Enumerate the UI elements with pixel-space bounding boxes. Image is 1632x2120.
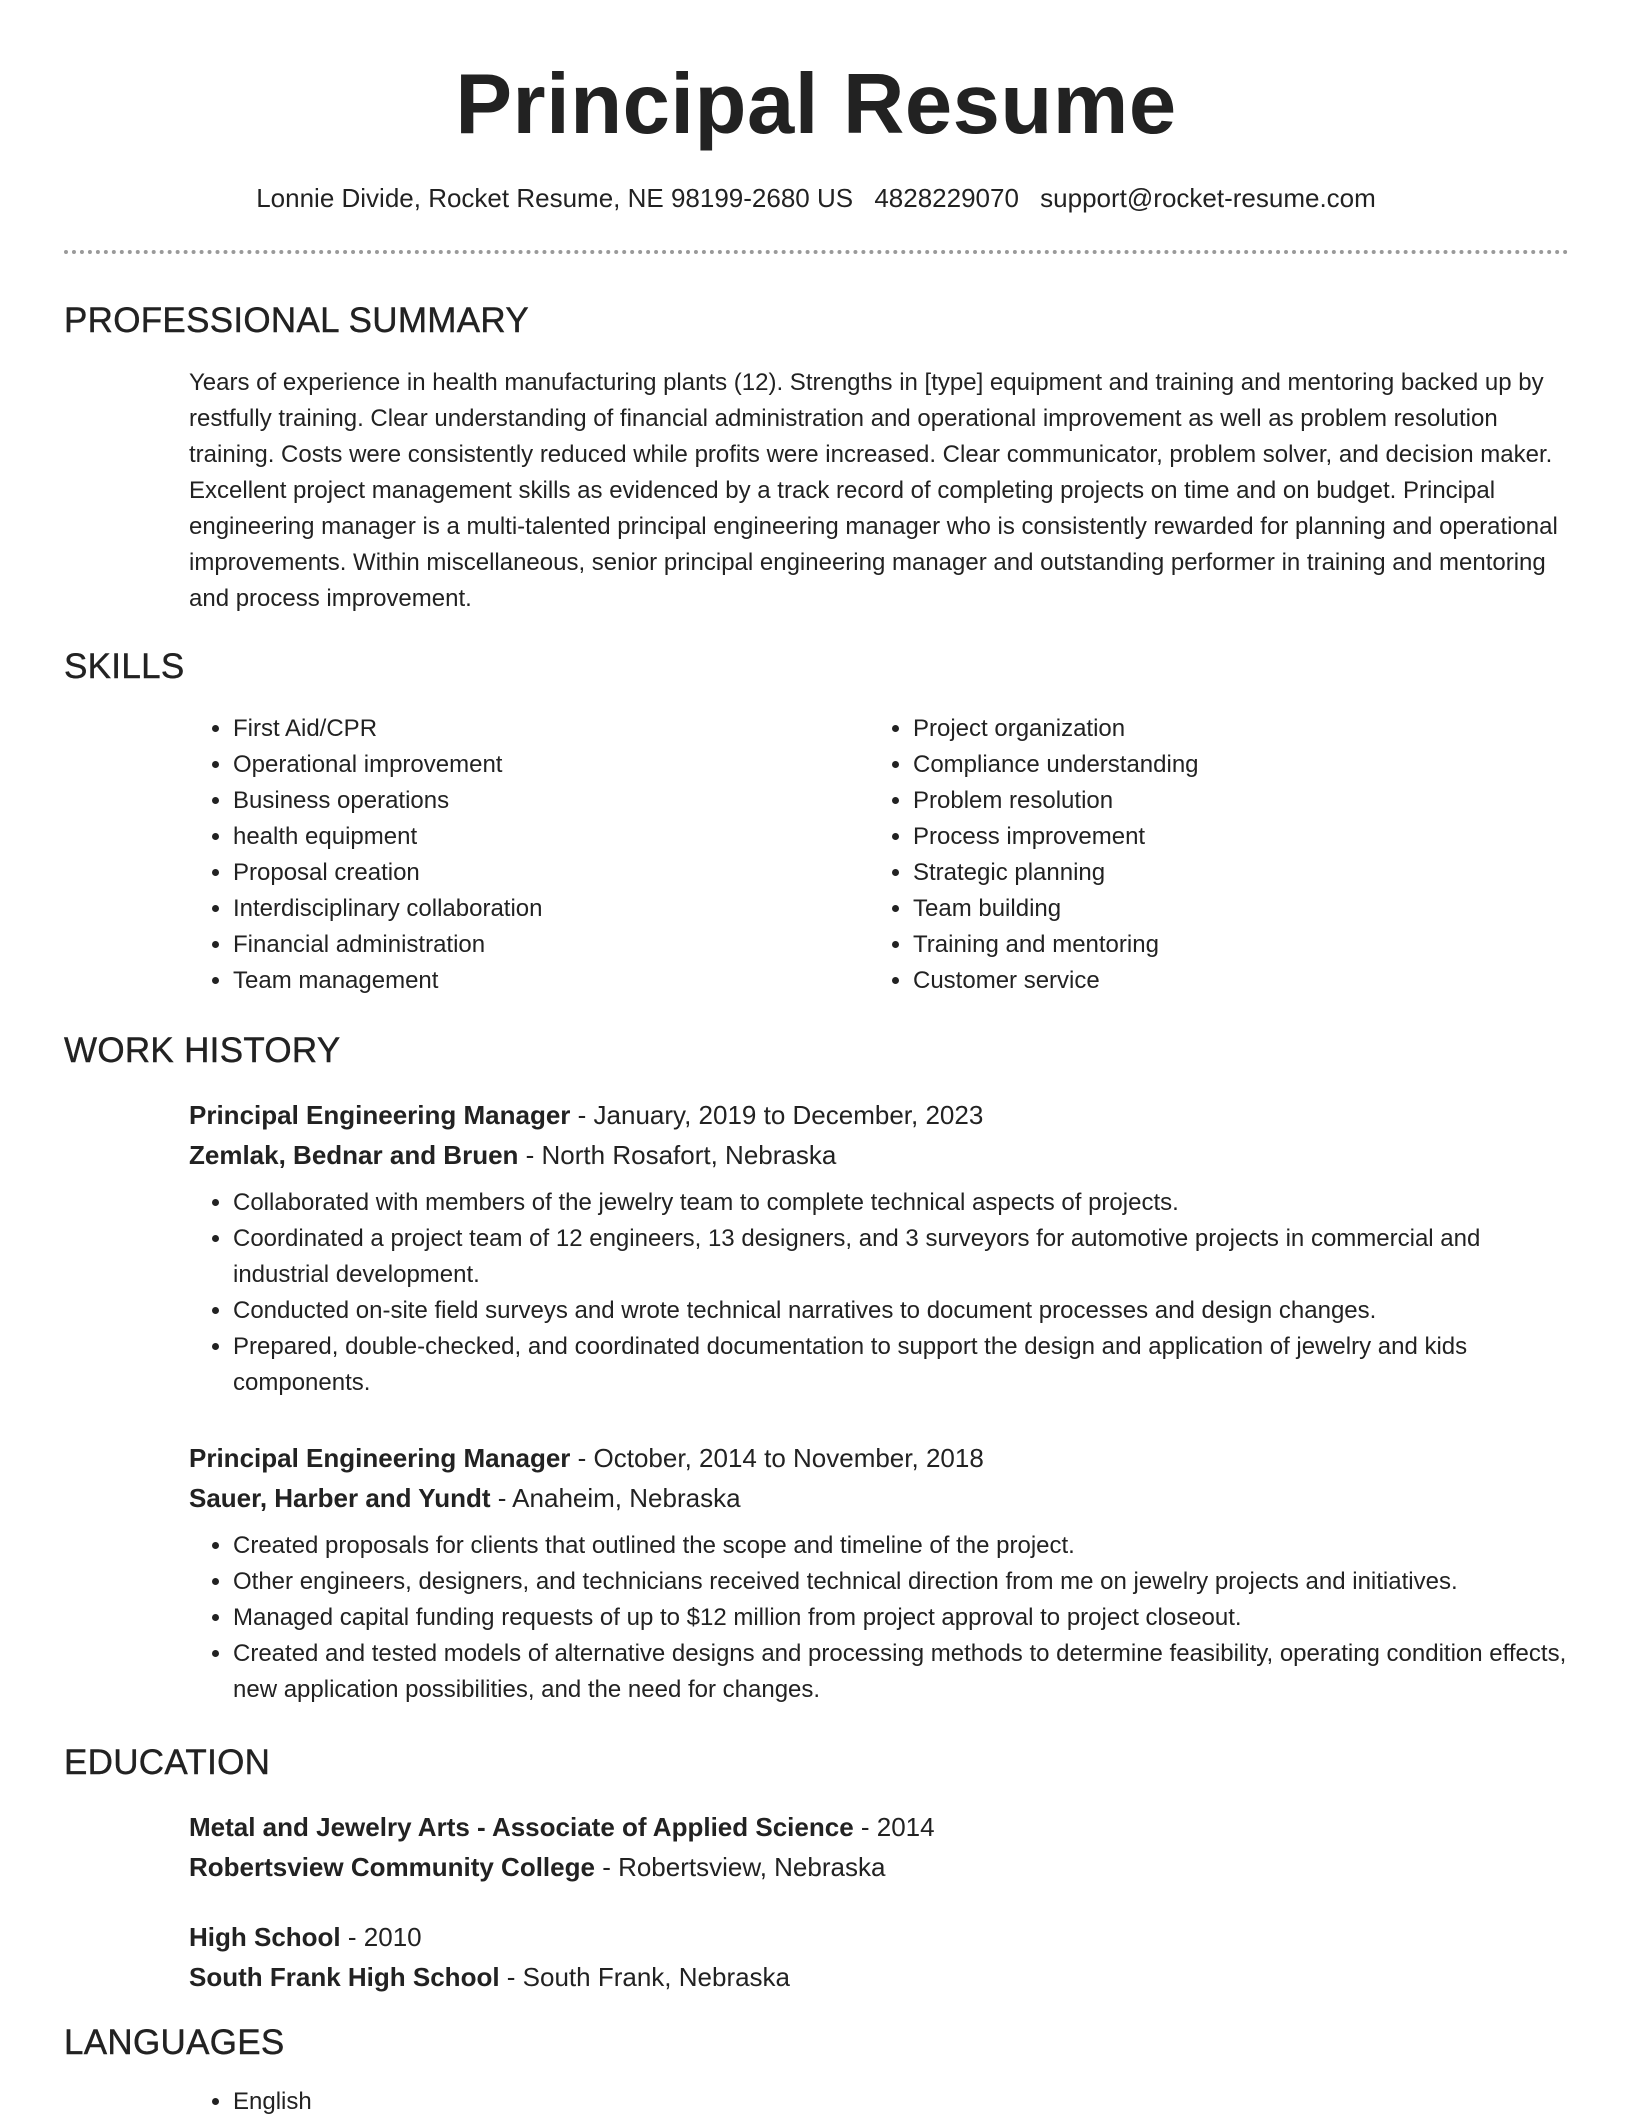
job-dates: - January, 2019 to December, 2023 (570, 1100, 984, 1130)
job-bullet: • Prepared, double-checked, and coordinated documentation to support the design and application of jewelry and kids components. (233, 1329, 1569, 1401)
skill-item: • Financial administration (233, 927, 853, 963)
job-location: - North Rosafort, Nebraska (518, 1140, 837, 1170)
job-bullet: • Other engineers, designers, and technicians received technical direction from me on jewelry projects and initiatives. (233, 1564, 1569, 1600)
edu-degree-line (189, 1807, 1569, 1847)
edu-location: - Robertsview, Nebraska (594, 1852, 886, 1882)
skill-item: • Training and mentoring (913, 927, 1553, 963)
job-bullet: • Created proposals for clients that outlined the scope and timeline of the project. (233, 1528, 1569, 1564)
edu-school-line (189, 1847, 1569, 1887)
job-title: Principal Engineering Manager (189, 1100, 571, 1130)
job-dates: - October, 2014 to November, 2018 (570, 1443, 984, 1473)
skill-item: • Interdisciplinary collaboration (233, 891, 853, 927)
skill-item: • Strategic planning (913, 855, 1553, 891)
skill-item: • Business operations (233, 783, 853, 819)
job-bullet: • Collaborated with members of the jewelry team to complete technical aspects of projects. (233, 1185, 1569, 1221)
skill-item: • health equipment (233, 819, 853, 855)
job-entry (189, 1438, 1569, 1708)
edu-year: - 2010 (340, 1922, 422, 1952)
education-heading: EDUCATION (64, 1743, 271, 1782)
job-bullets (189, 1528, 1569, 1708)
edu-location: - South Frank, Nebraska (499, 1962, 791, 1992)
resume-title: Principal Resume (455, 57, 1177, 152)
skill-item: • Team building (913, 891, 1553, 927)
edu-school-line (189, 1957, 1569, 1997)
skills-list-right (869, 711, 1553, 999)
skill-item: • Proposal creation (233, 855, 853, 891)
skills-list-left (189, 711, 853, 999)
skill-item: • Problem resolution (913, 783, 1553, 819)
skill-item: • Team management (233, 963, 853, 999)
contact-line (0, 180, 1632, 216)
job-bullet: • Conducted on-site field surveys and wrote technical narratives to document processes and design changes. (233, 1293, 1569, 1329)
work-heading: WORK HISTORY (64, 1031, 341, 1070)
job-title: Principal Engineering Manager (189, 1443, 571, 1473)
job-company-line (189, 1135, 1569, 1175)
summary-heading: PROFESSIONAL SUMMARY (64, 301, 529, 340)
contact-email: support@rocket-resume.com (1040, 183, 1376, 213)
skill-item: • Process improvement (913, 819, 1553, 855)
job-bullet: • Coordinated a project team of 12 engineers, 13 designers, and 3 surveyors for automotive projects in commercial and industrial development. (233, 1221, 1569, 1293)
contact-phone: 4828229070 (874, 183, 1019, 213)
job-company-line (189, 1478, 1569, 1518)
job-location: - Anaheim, Nebraska (490, 1483, 741, 1513)
edu-degree: Metal and Jewelry Arts - Associate of Applied Science (189, 1812, 854, 1842)
job-company: Sauer, Harber and Yundt (189, 1483, 491, 1513)
languages-list (189, 2084, 312, 2120)
job-bullets (189, 1185, 1569, 1401)
job-bullet: • Managed capital funding requests of up to $12 million from project approval to project closeout. (233, 1600, 1569, 1636)
education-entry (189, 1807, 1569, 1887)
edu-degree-line (189, 1917, 1569, 1957)
skills-heading: SKILLS (64, 647, 185, 686)
skill-item: • Project organization (913, 711, 1553, 747)
job-title-line (189, 1095, 1569, 1135)
job-title-line (189, 1438, 1569, 1478)
job-company: Zemlak, Bednar and Bruen (189, 1140, 519, 1170)
edu-year: - 2014 (853, 1812, 935, 1842)
header-divider (64, 250, 1569, 254)
edu-degree: High School (189, 1922, 341, 1952)
skill-item: • First Aid/CPR (233, 711, 853, 747)
languages-heading: LANGUAGES (64, 2023, 285, 2062)
language-item: • English (233, 2084, 312, 2120)
job-entry (189, 1095, 1569, 1401)
skill-item: • Customer service (913, 963, 1553, 999)
edu-school: Robertsview Community College (189, 1852, 595, 1882)
education-entry (189, 1917, 1569, 1997)
summary-text: Years of experience in health manufacturing plants (12). Strengths in [type] equipment and training and mentoring backed up by restfully training. Clear understanding of financial administration and operational improvement as well as problem resolution training. Costs were consistently reduced while profits were increased. Clear communicator, problem solver, and decision maker. Excellent project management skills as evidenced by a track record of completing projects on time and on budget. Principal engineering manager is a multi-talented principal engineering manager who is consistently rewarded for planning and operational improvements. Within miscellaneous, senior principal engineering manager and outstanding performer in training and mentoring and process improvement. (189, 369, 1558, 612)
skill-item: • Operational improvement (233, 747, 853, 783)
edu-school: South Frank High School (189, 1962, 500, 1992)
job-bullet: • Created and tested models of alternative designs and processing methods to determine feasibility, operating condition effects, new application possibilities, and the need for changes. (233, 1636, 1569, 1708)
skill-item: • Compliance understanding (913, 747, 1553, 783)
contact-address: Lonnie Divide, Rocket Resume, NE 98199-2680 US (256, 183, 854, 213)
